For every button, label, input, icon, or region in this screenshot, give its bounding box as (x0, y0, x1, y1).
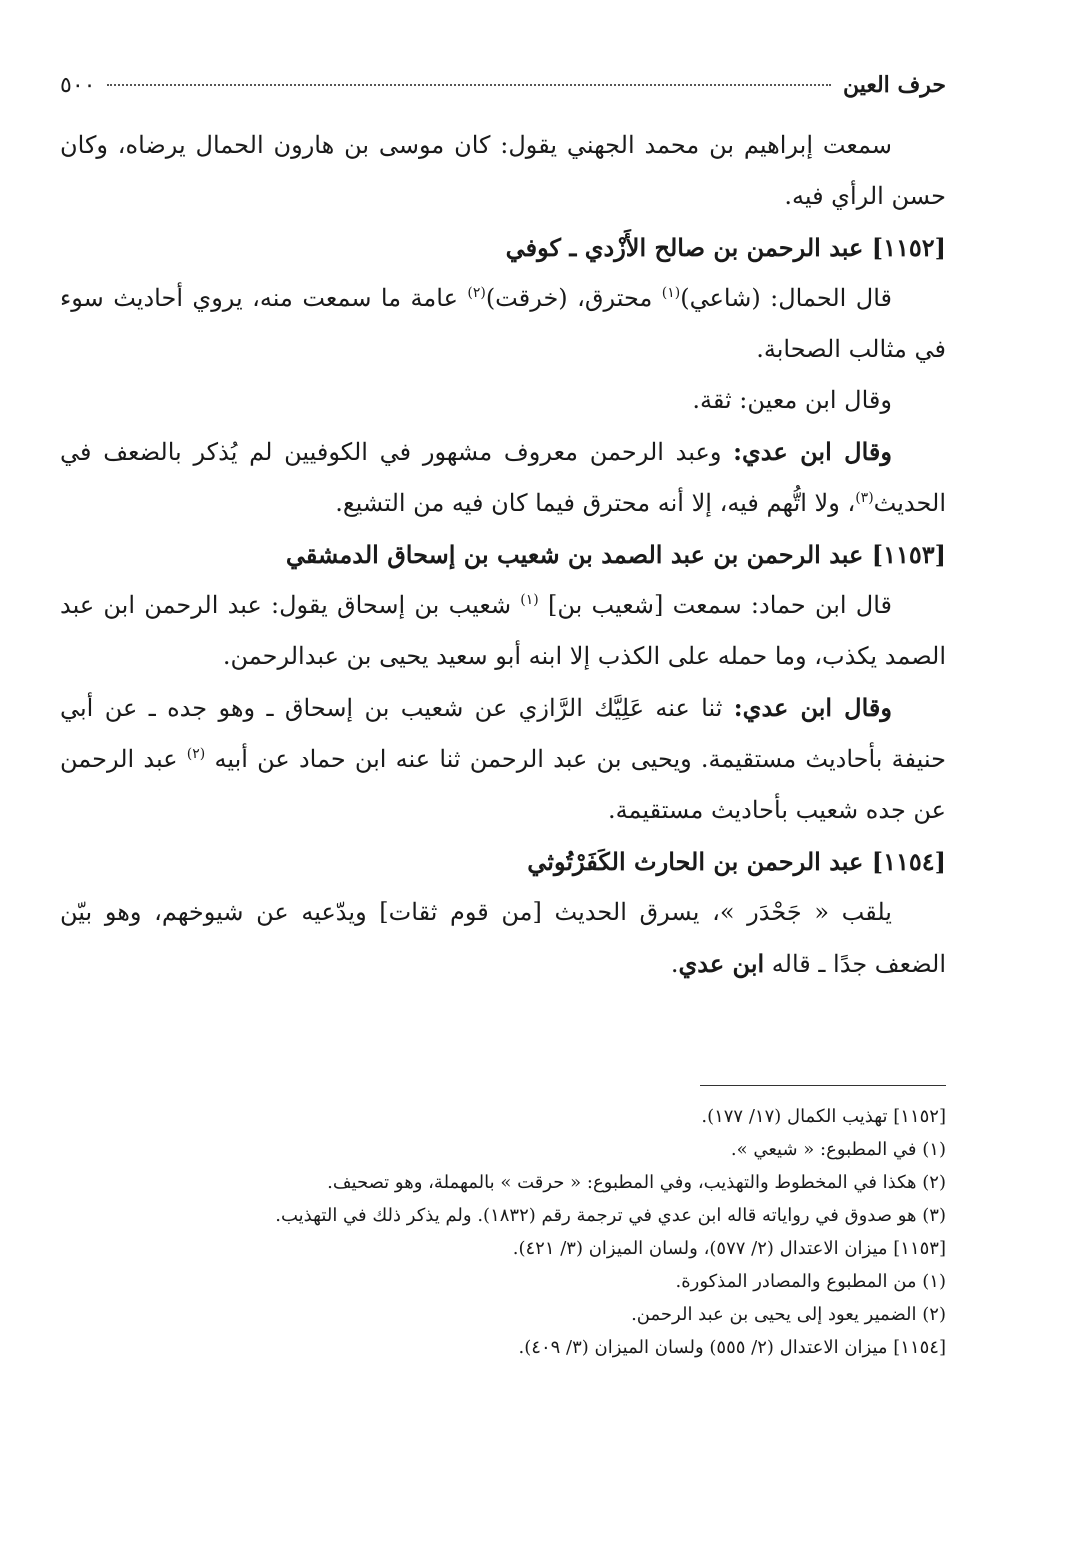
paragraph: قال ابن حماد: سمعت [شعيب بن] $^{(١)}$ شعيب بن إسحاق يقول: عبد الرحمن ابن عبد الصمد يكذب، وما حمله على الكذب إلا ابنه أبو سعيد يحيى بن عبدالرحمن. (60, 591, 946, 670)
paragraph: قال الحمال: (شاعي)$^{(١)}$ محترق، (خرقت)$^{(٢)}$ عامة ما سمعت منه، يروي أحاديث سوء في مثالب الصحابة. (60, 284, 946, 363)
footnote-ref: (٢) (467, 285, 486, 301)
footnote: (١) من المطبوع والمصادر المذكورة. (675, 1271, 946, 1292)
footnotes (60, 1085, 946, 1364)
paragraph: وقال ابن معين: ثقة. (692, 386, 892, 414)
footnote: [١١٥٤] ميزان الاعتدال (٢/ ٥٥٥) ولسان الميزان (٣/ ٤٠٩). (518, 1337, 946, 1358)
page-number: ٥٠٠ (60, 72, 96, 98)
entry-heading-1152: [١١٥٢] عبد الرحمن بن صالح الأَزْدي ـ كوفي (505, 233, 946, 262)
paragraph: وقال ابن عدي: وعبد الرحمن معروف مشهور في الكوفيين لم يُذكر بالضعف في الحديث$^{(٣)}$، ولا اتُّهم فيه، إلا أنه محترق فيما كان فيه من التشيع. (60, 437, 946, 517)
footnote: [١١٥٣] ميزان الاعتدال (٢/ ٥٧٧)، ولسان الميزان (٣/ ٤٢١). (512, 1238, 946, 1259)
running-title: حرف العين (842, 72, 946, 98)
page-header (60, 68, 946, 102)
paragraph: يلقب « جَحْدَر »، يسرق الحديث [من قوم ثقات] ويدّعيه عن شيوخهم، وهو بيّن الضعف جدًا ـ قاله ابن عدي. (60, 898, 946, 978)
footnote-ref: (٢) (186, 746, 206, 762)
footnote: (١) في المطبوع: « شيعي ». (730, 1139, 946, 1160)
footnote-separator (700, 1085, 946, 1086)
footnote: (٢) الضمير يعود إلى يحيى بن عبد الرحمن. (631, 1304, 946, 1325)
paragraph: سمعت إبراهيم بن محمد الجهني يقول: كان موسى بن هارون الحمال يرضاه، وكان حسن الرأي فيه. (60, 131, 946, 210)
footnote-ref: (٣) (855, 490, 874, 506)
footnote: [١١٥٢] تهذيب الكمال (١٧/ ١٧٧). (701, 1106, 946, 1127)
paragraph: وقال ابن عدي: ثنا عنه عَلِيَّك الرَّازي عن شعيب بن إسحاق ـ وهو جده ـ عن أبي حنيفة بأحاديث مستقيمة. ويحيى بن عبد الرحمن ثنا عنه ابن حماد عن أبيه $^{(٢)}$ عبد الرحمن عن جده شعيب بأحاديث مستقيمة. (60, 693, 947, 824)
footnote-ref: (١) (661, 285, 681, 301)
entry-heading-1153: [١١٥٣] عبد الرحمن بن عبد الصمد بن شعيب بن إسحاق الدمشقي (285, 540, 946, 569)
footnote: (٣) هو صدوق في رواياته قاله ابن عدي في ترجمة رقم (١٨٣٢). ولم يذكر ذلك في التهذيب. (275, 1205, 946, 1226)
entry-heading-1154: [١١٥٤] عبد الرحمن بن الحارث الكَفَرْتُوثي (527, 847, 946, 876)
main-text (60, 120, 946, 990)
footnote: (٢) هكذا في المخطوط والتهذيب، وفي المطبوع: « حرقت » بالمهملة، وهو تصحيف. (327, 1172, 946, 1193)
header-dotted-rule (107, 84, 831, 86)
footnote-ref: (١) (520, 592, 539, 608)
